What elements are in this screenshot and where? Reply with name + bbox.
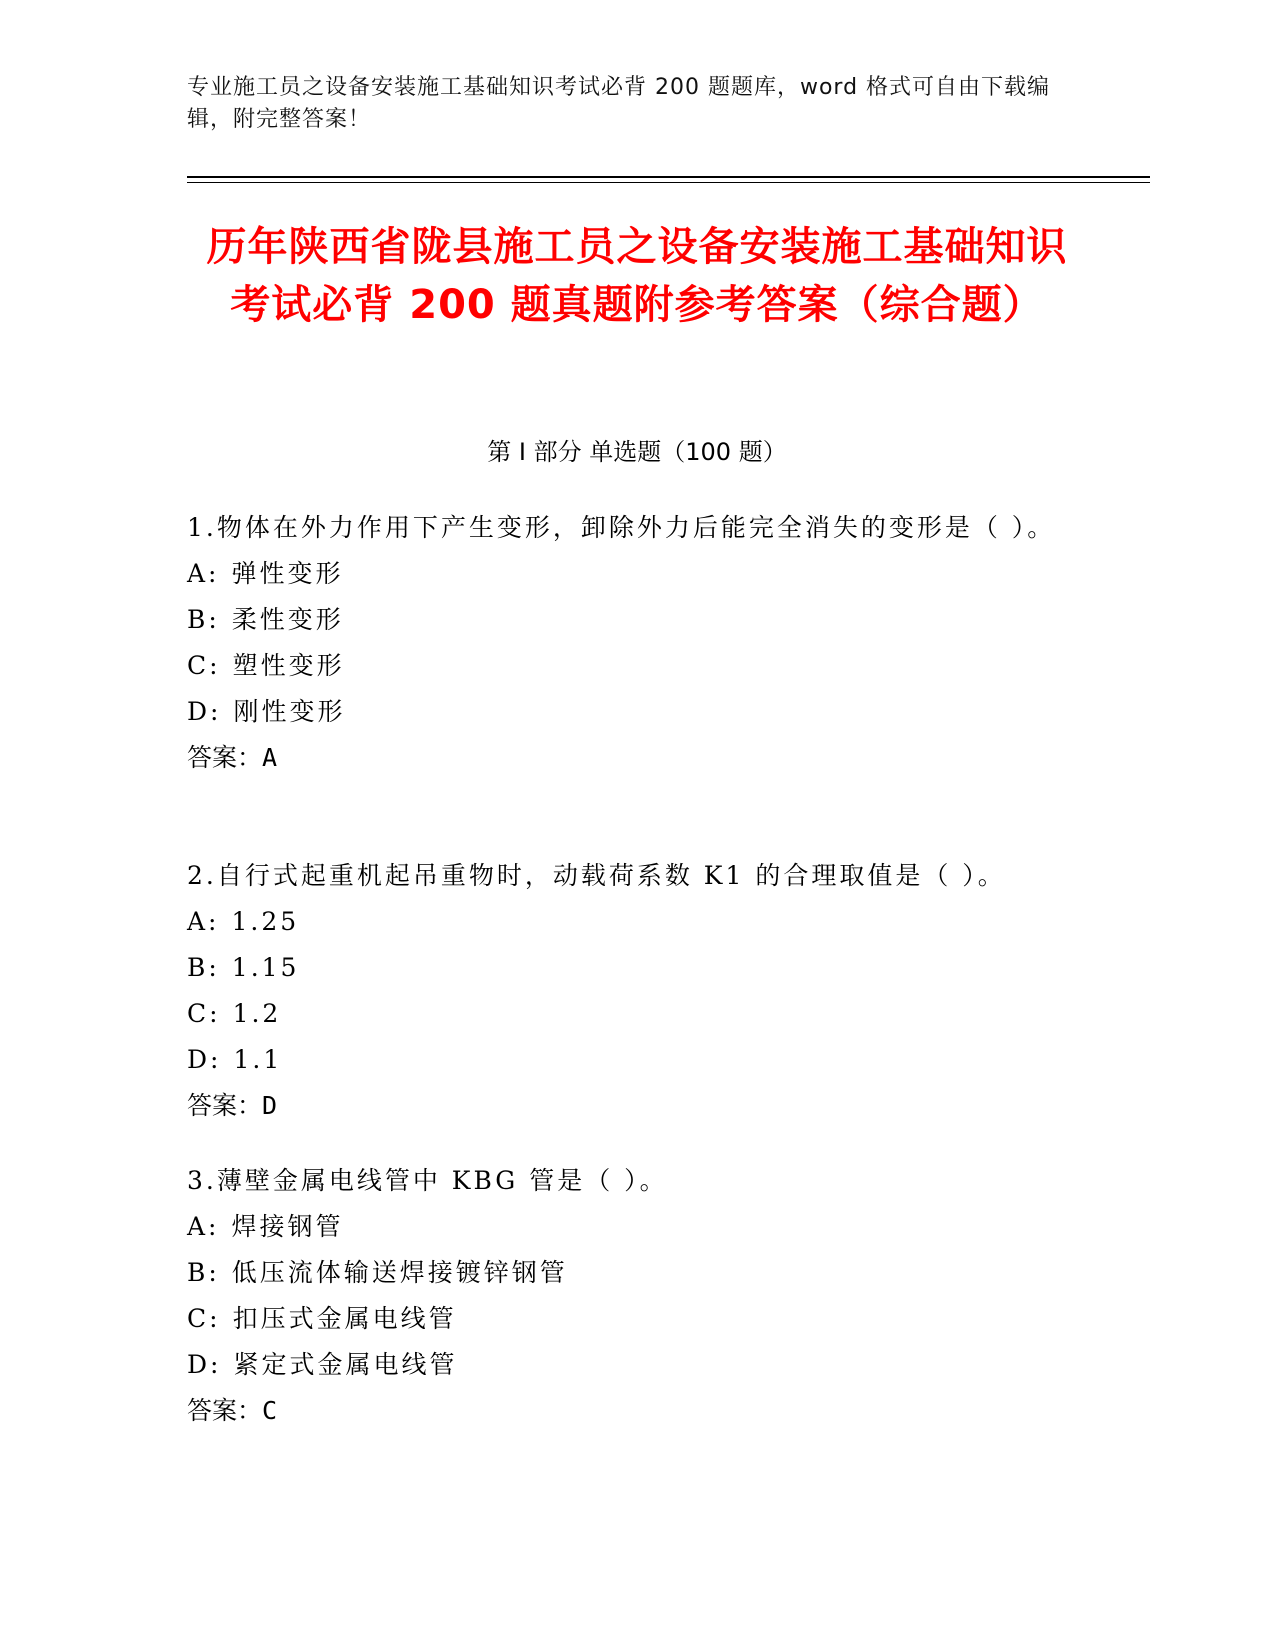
- option-a: [187, 551, 1067, 597]
- question-block: [187, 853, 1067, 1129]
- option-text: 刚性变形: [233, 697, 346, 726]
- answer-label: 答案：: [187, 743, 263, 772]
- option-key: B:: [187, 605, 220, 634]
- option-c: [187, 991, 1067, 1037]
- option-key: B:: [187, 953, 220, 982]
- option-key: A:: [187, 907, 220, 936]
- option-d: [187, 1037, 1067, 1083]
- option-text: 1.2: [232, 999, 282, 1028]
- option-c: [187, 643, 1067, 689]
- option-c: [187, 1296, 1067, 1342]
- option-key: A:: [187, 559, 220, 588]
- option-d: [187, 1342, 1067, 1388]
- section-title: 第 I 部分 单选题（100 题）: [487, 438, 787, 466]
- answer-label: 答案：: [187, 1396, 263, 1425]
- option-text: 紧定式金属电线管: [233, 1350, 458, 1379]
- question-block: [187, 505, 1067, 781]
- answer-line: [187, 1083, 1067, 1129]
- option-d: [187, 689, 1067, 735]
- question-stem: 1.物体在外力作用下产生变形，卸除外力后能完全消失的变形是（ ）。: [187, 513, 1056, 542]
- answer-value: C: [262, 1396, 278, 1425]
- option-a: [187, 1204, 1067, 1250]
- option-text: 柔性变形: [231, 605, 344, 634]
- document-title: 历年陕西省陇县施工员之设备安装施工基础知识考试必背 200 题真题附参考答案（综合题）: [206, 224, 1068, 328]
- question-stem: 2.自行式起重机起吊重物时，动载荷系数 K1 的合理取值是（ ）。: [187, 861, 1006, 890]
- option-key: B:: [187, 1258, 220, 1287]
- option-a: [187, 899, 1067, 945]
- answer-label: 答案：: [187, 1091, 263, 1120]
- option-b: [187, 945, 1067, 991]
- option-text: 扣压式金属电线管: [232, 1304, 457, 1333]
- question-block: [187, 1158, 1067, 1434]
- header-note: 专业施工员之设备安装施工基础知识考试必背 200 题题库，word 格式可自由下载编辑，附完整答案！: [187, 75, 1051, 132]
- option-b: [187, 597, 1067, 643]
- option-key: D:: [187, 697, 222, 726]
- option-key: C:: [187, 999, 221, 1028]
- option-text: 塑性变形: [232, 651, 345, 680]
- option-text: 1.1: [233, 1045, 283, 1074]
- option-text: 1.15: [231, 953, 300, 982]
- option-key: C:: [187, 1304, 221, 1333]
- option-text: 低压流体输送焊接镀锌钢管: [231, 1258, 568, 1287]
- option-key: D:: [187, 1045, 222, 1074]
- option-key: D:: [187, 1350, 222, 1379]
- answer-line: [187, 735, 1067, 781]
- option-text: 1.25: [231, 907, 300, 936]
- option-key: A:: [187, 1212, 220, 1241]
- option-text: 焊接钢管: [231, 1212, 344, 1241]
- answer-value: D: [262, 1091, 278, 1120]
- question-stem: 3.薄壁金属电线管中 KBG 管是（ ）。: [187, 1166, 668, 1195]
- header-divider-thick: [187, 176, 1150, 178]
- option-key: C:: [187, 651, 221, 680]
- option-b: [187, 1250, 1067, 1296]
- answer-line: [187, 1388, 1067, 1434]
- answer-value: A: [262, 743, 278, 772]
- header-divider-thin: [187, 182, 1150, 183]
- option-text: 弹性变形: [231, 559, 344, 588]
